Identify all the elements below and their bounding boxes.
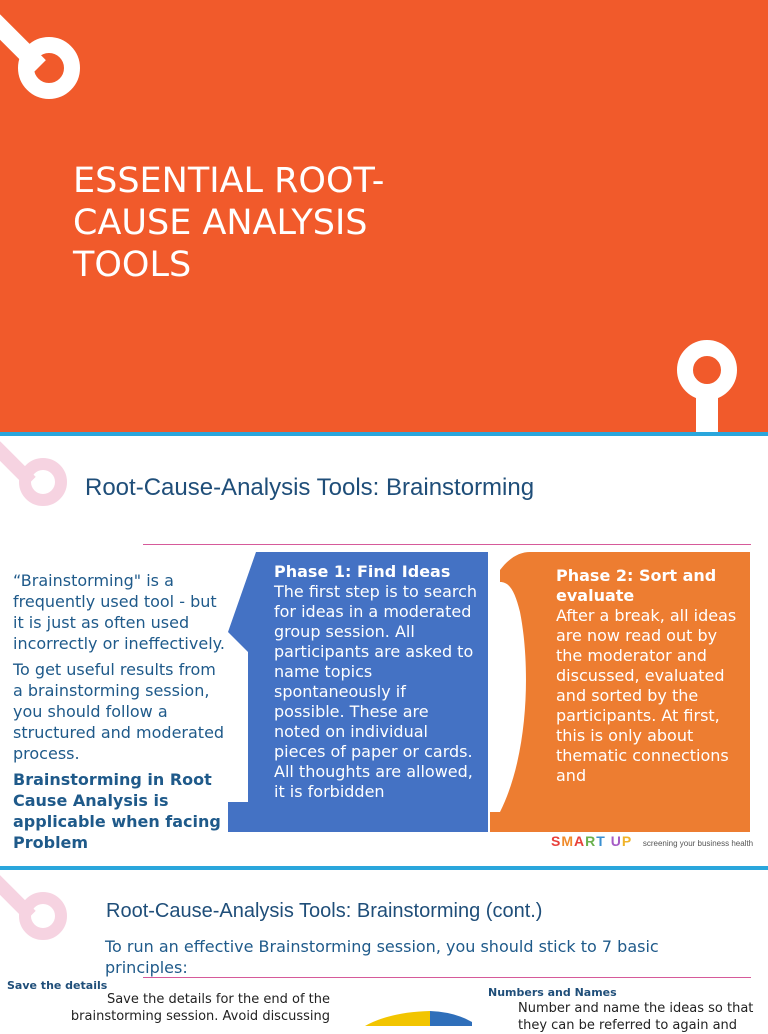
intro-paragraph-bold: Brainstorming in Root Cause Analysis is applicable when facing Problem (13, 770, 221, 852)
principle-text-numbers-names: Number and name the ideas so that they can be referred to again and (518, 1001, 754, 1033)
pin-ornament-faded-ring (19, 892, 67, 940)
intro-text (13, 570, 225, 858)
principles-circle-diagram (360, 1008, 480, 1028)
brainstorming-slide (0, 436, 768, 866)
principle-heading-save-details: Save the details (7, 979, 108, 992)
title-slide (0, 0, 768, 432)
phase-2-body: After a break, all ideas are now read out by the moderator and discussed, evaluated and sorted by the participants. At first, this is only about thematic connections and (556, 606, 737, 785)
phase-1-title: Phase 1: Find Ideas (274, 562, 451, 581)
pin-ornament-bottom-right-ring (677, 340, 737, 400)
slide-title: Root-Cause-Analysis Tools: Brainstorming (cont.) (106, 900, 543, 922)
slide-title: Root-Cause-Analysis Tools: Brainstorming (85, 474, 535, 501)
pin-ornament-bottom-right-bar (696, 396, 718, 436)
phase-1-box (274, 562, 479, 832)
principle-heading-numbers-names: Numbers and Names (488, 986, 617, 999)
phase-1-body: The first step is to search for ideas in a moderated group session. All participants are asked to name topics spontaneously if possible. These are noted on individual pieces of paper or cards. (274, 582, 478, 761)
phase-2-box (556, 566, 741, 832)
intro-paragraph: “Brainstorming" is a frequently used tool - but it is just as often used incorrectly or ineffectively. (13, 571, 225, 653)
title-underline (143, 977, 751, 978)
pin-ornament-top-left-ring (18, 37, 80, 99)
brainstorming-principles-slide (0, 870, 768, 1033)
phase-1-body-continued: All thoughts are allowed, it is forbidden (274, 762, 473, 801)
title-underline (143, 544, 751, 545)
pin-ornament-faded-ring (19, 458, 67, 506)
phase-2-title: Phase 2: Sort and evaluate (556, 566, 717, 605)
principle-text-save-details: Save the details for the end of the brainstorming session. Avoid discussing (70, 992, 330, 1024)
intro-paragraph: To get useful results from a brainstorming session, you should follow a structured and moderated process. (13, 660, 225, 763)
intro-text: To run an effective Brainstorming session, you should stick to 7 basic principles: (105, 937, 659, 977)
slide-title: ESSENTIAL ROOT-CAUSE ANALYSIS TOOLS (73, 161, 385, 285)
logo-tagline: screening your business health (642, 839, 754, 848)
smartup-logo: SMART UP screening your business health (551, 833, 754, 849)
